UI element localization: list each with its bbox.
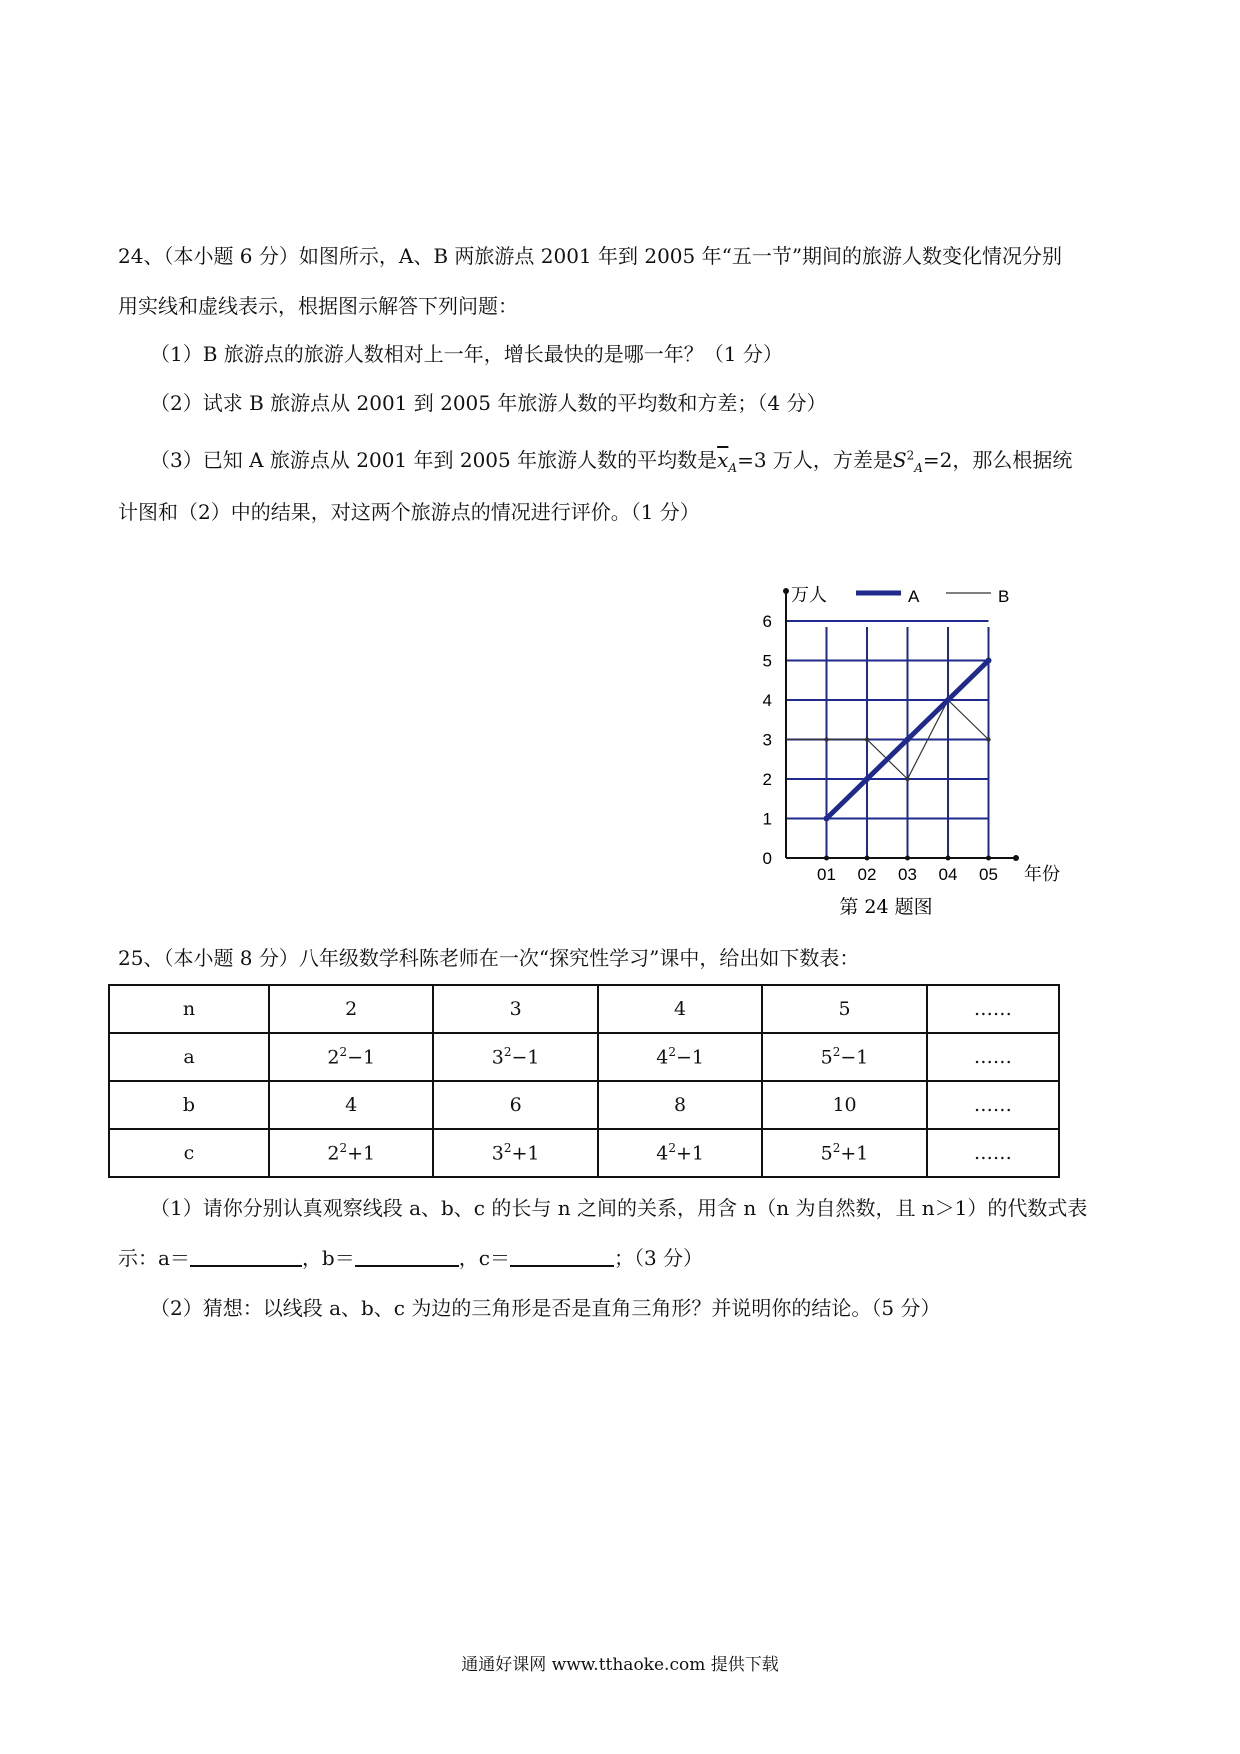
q24-stem-line1: 24、（本小题 6 分）如图所示，A、B 两旅游点 2001 年到 2005 年“五一节”期间的旅游人数变化情况分别 bbox=[118, 244, 1063, 268]
x-axis-label: 年份 bbox=[1024, 864, 1060, 885]
variance-superscript: 2 bbox=[906, 448, 915, 463]
label-a: 示：a＝ bbox=[118, 1246, 190, 1270]
q25-part2: （2）猜想：以线段 a、b、c 为边的三角形是否是直角三角形？并说明你的结论。（5 分） bbox=[150, 1296, 941, 1320]
q24-stem-line2: 用实线和虚线表示，根据图示解答下列问题： bbox=[118, 294, 518, 318]
legend-label: B bbox=[998, 587, 1010, 606]
q24-part3-text-a: （3）已知 A 旅游点从 2001 年到 2005 年旅游人数的平均数是 bbox=[150, 448, 718, 472]
answer-blank-b[interactable] bbox=[355, 1247, 459, 1267]
x-tick-dot bbox=[946, 856, 951, 861]
table-cell: $5^2-1$ bbox=[762, 1033, 926, 1081]
table-cell: …… bbox=[927, 985, 1059, 1033]
q24-part3-text-c: =2，那么根据统 bbox=[922, 448, 1073, 472]
series-b-point bbox=[986, 737, 990, 741]
table-cell: 8 bbox=[598, 1081, 762, 1129]
label-b: ，b＝ bbox=[301, 1246, 355, 1270]
x-tick-label: 05 bbox=[979, 865, 998, 884]
y-tick-label: 4 bbox=[762, 691, 772, 710]
table-row bbox=[109, 1033, 1059, 1081]
y-tick-label: 0 bbox=[762, 849, 772, 868]
table-cell: 6 bbox=[433, 1081, 597, 1129]
series-a-point bbox=[905, 737, 911, 743]
answer-blank-a[interactable] bbox=[190, 1247, 302, 1267]
table-cell: …… bbox=[927, 1129, 1059, 1177]
x-axis-end-dot bbox=[1013, 855, 1019, 861]
part1-score: ；（3 分） bbox=[613, 1246, 704, 1270]
y-axis-label: 万人 bbox=[791, 585, 827, 606]
table-row bbox=[109, 985, 1059, 1033]
q24-part3-line2: 计图和（2）中的结果，对这两个旅游点的情况进行评价。（1 分） bbox=[118, 500, 700, 524]
table-row bbox=[109, 1129, 1059, 1177]
y-tick-label: 6 bbox=[762, 612, 772, 631]
q25-part1-line1: （1）请你分别认真观察线段 a、b、c 的长与 n 之间的关系，用含 n（n 为自然数，且 n＞1）的代数式表 bbox=[150, 1196, 1088, 1220]
table-cell: n bbox=[109, 985, 269, 1033]
mean-symbol: $\overline{x}$ bbox=[717, 448, 729, 472]
chart-caption: 第 24 题图 bbox=[839, 896, 933, 916]
table-cell: …… bbox=[927, 1033, 1059, 1081]
series-a-point bbox=[824, 816, 830, 822]
q24-part3-text-b: =3 万人，方差是 bbox=[737, 448, 893, 472]
table-cell: $3^2+1$ bbox=[433, 1129, 597, 1177]
series-a-point bbox=[945, 697, 951, 703]
y-axis-end-dot bbox=[783, 588, 789, 594]
x-tick-label: 04 bbox=[938, 865, 958, 884]
series-b-point bbox=[824, 737, 828, 741]
table-cell: $4^2+1$ bbox=[598, 1129, 762, 1177]
series-b-point bbox=[865, 737, 869, 741]
q24-part3-line1 bbox=[150, 444, 1072, 475]
x-tick-label: 01 bbox=[817, 865, 836, 884]
x-tick-label: 03 bbox=[898, 865, 917, 884]
y-tick-label: 3 bbox=[762, 730, 772, 750]
table-cell: $2^2+1$ bbox=[269, 1129, 433, 1177]
variance-symbol: S bbox=[892, 448, 907, 472]
table-cell: $4^2-1$ bbox=[598, 1033, 762, 1081]
x-tick-dot bbox=[905, 856, 910, 861]
series-b-point bbox=[905, 777, 909, 781]
q25-part1-line2 bbox=[118, 1242, 703, 1271]
table-cell: 3 bbox=[433, 985, 597, 1033]
table-cell: $3^2-1$ bbox=[433, 1033, 597, 1081]
table-row bbox=[109, 1081, 1059, 1129]
footer-text: 通通好课网 www.tthaoke.com 提供下载 bbox=[461, 1655, 779, 1675]
table-cell: 2 bbox=[269, 985, 433, 1033]
q25-table bbox=[108, 984, 1060, 1178]
answer-blank-c[interactable] bbox=[510, 1247, 614, 1267]
table-cell: c bbox=[109, 1129, 269, 1177]
y-tick-label: 5 bbox=[762, 651, 772, 671]
x-tick-dot bbox=[824, 856, 829, 861]
mean-subscript: A bbox=[728, 461, 738, 475]
table-cell: a bbox=[109, 1033, 269, 1081]
series-a-point bbox=[986, 658, 992, 664]
table-cell: $5^2+1$ bbox=[762, 1129, 926, 1177]
variance-subscript: A bbox=[914, 461, 923, 475]
x-tick-dot bbox=[986, 856, 991, 861]
y-tick-label: 2 bbox=[762, 770, 772, 789]
table-cell: $2^2-1$ bbox=[269, 1033, 433, 1081]
x-tick-dot bbox=[865, 856, 870, 861]
series-a-point bbox=[864, 776, 870, 782]
tourist-line-chart bbox=[700, 576, 1100, 916]
q25-stem: 25、（本小题 8 分）八年级数学科陈老师在一次“探究性学习”课中，给出如下数表： bbox=[118, 946, 860, 970]
label-c: ，c＝ bbox=[458, 1246, 510, 1270]
q24-part1: （1）B 旅游点的旅游人数相对上一年，增长最快的是哪一年？（1 分） bbox=[150, 342, 783, 366]
table-cell: 4 bbox=[598, 985, 762, 1033]
legend-label: A bbox=[908, 587, 920, 606]
x-tick-label: 02 bbox=[857, 865, 877, 884]
q24-part2: （2）试求 B 旅游点从 2001 到 2005 年旅游人数的平均数和方差；（4 分） bbox=[150, 391, 827, 415]
table-cell: 5 bbox=[762, 985, 926, 1033]
table-cell: 4 bbox=[269, 1081, 433, 1129]
table-cell: …… bbox=[927, 1081, 1059, 1129]
y-tick-label: 1 bbox=[762, 809, 772, 829]
table-cell: 10 bbox=[762, 1081, 926, 1129]
table-cell: b bbox=[109, 1081, 269, 1129]
